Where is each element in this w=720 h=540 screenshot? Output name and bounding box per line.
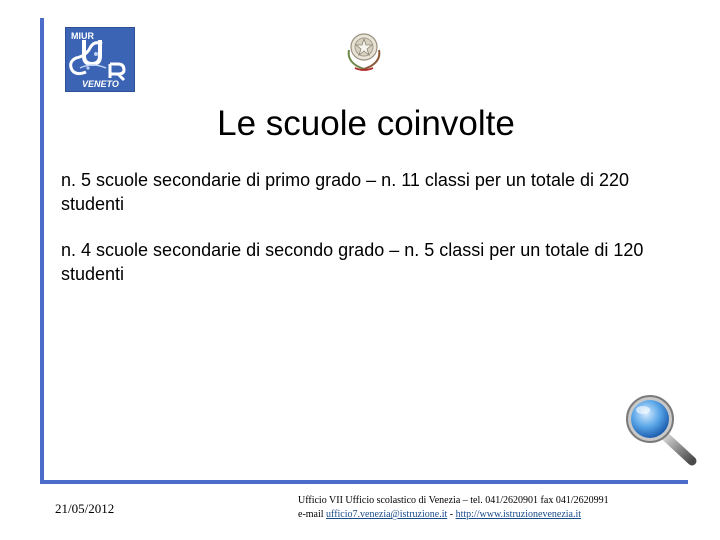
footer-contacts (298, 508, 609, 522)
slide-title-container (0, 104, 720, 144)
email-prefix: e-mail (298, 509, 327, 520)
website-link[interactable]: http://www.istruzionevenezia.it (455, 509, 582, 520)
logo-text-miur: MIUR (71, 31, 94, 41)
italian-republic-emblem-icon (343, 28, 385, 72)
footer-office-info (298, 494, 609, 522)
logo-text-veneto: VENETO (82, 79, 119, 89)
footer-separator: - (447, 509, 456, 520)
magnifier-icon (622, 393, 698, 467)
footer-office-line: Ufficio VII Ufficio scolastico di Venezia – tel. 041/2620901 fax 041/2620991 (298, 495, 609, 506)
bottom-accent-bar (40, 480, 688, 484)
paragraph-first-grade-schools: n. 5 scuole secondarie di primo grado – n. 11 classi per un totale di 220 studenti (61, 170, 630, 214)
footer-date: 21/05/2012 (55, 501, 115, 516)
paragraph-second-grade-schools: n. 4 scuole secondarie di secondo grado – n. 5 classi per un totale di 120 studenti (61, 240, 644, 284)
slide-title: Le scuole coinvolte (217, 104, 515, 143)
usr-veneto-logo (65, 27, 135, 92)
left-accent-bar (40, 18, 44, 484)
email-link[interactable]: ufficio7.venezia@istruzione.it (326, 509, 448, 520)
